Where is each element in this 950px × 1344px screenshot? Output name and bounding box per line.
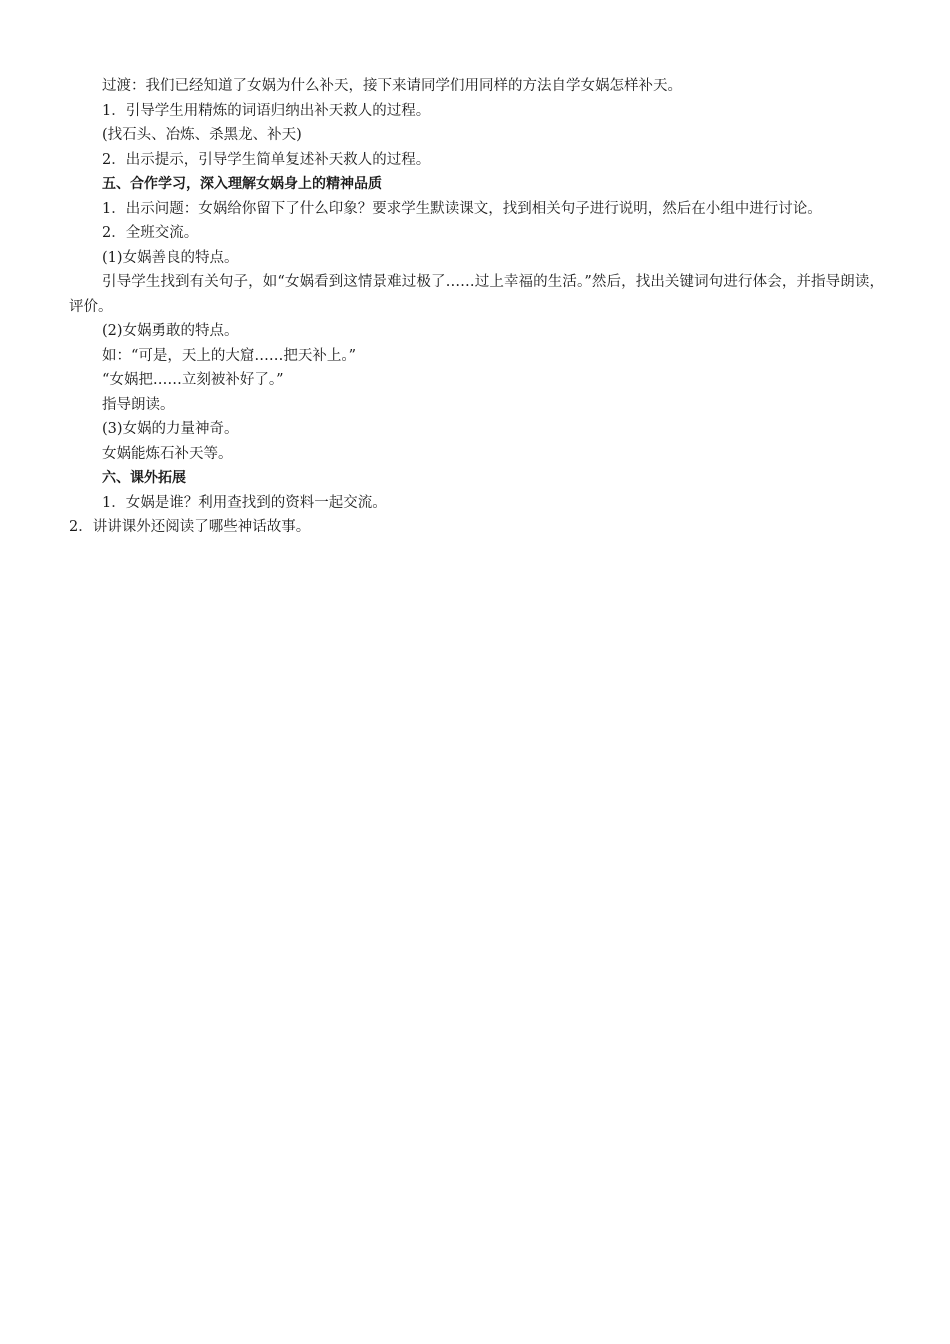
paragraph-quote-1: 如：“可是，天上的大窟……把天补上。”: [102, 347, 357, 364]
paragraph-class-exchange: 2．全班交流。: [102, 225, 199, 241]
paragraph-trait-kind: (1)女娲善良的特点。: [102, 249, 239, 266]
paragraph-power-example: 女娲能炼石补天等。: [102, 445, 233, 462]
paragraph-trait-brave: (2)女娲勇敢的特点。: [102, 323, 239, 339]
paragraph-step-1-note: (找石头、冶炼、杀黑龙、补天): [102, 127, 302, 143]
paragraph-extension-2: 2．讲讲课外还阅读了哪些神话故事。: [69, 519, 311, 535]
paragraph-trait-power: (3)女娲的力量神奇。: [102, 421, 239, 437]
section-heading-5: 五、合作学习，深入理解女娲身上的精神品质: [102, 176, 382, 192]
paragraph-step-1: 1．引导学生用精炼的词语归纳出补天救人的过程。: [102, 102, 431, 119]
paragraph-read-aloud: 指导朗读。: [102, 396, 175, 413]
paragraph-quote-2: “女娲把……立刻被补好了。”: [102, 372, 284, 388]
section-heading-6: 六、课外拓展: [102, 470, 186, 486]
paragraph-step-2: 2．出示提示，引导学生简单复述补天救人的过程。: [102, 151, 431, 168]
document-body: [69, 74, 884, 540]
paragraph-transition: 过渡：我们已经知道了女娲为什么补天，接下来请同学们用同样的方法自学女娲怎样补天。: [102, 78, 682, 94]
paragraph-extension-1: 1．女娲是谁？利用查找到的资料一起交流。: [102, 494, 387, 511]
paragraph-question: 1．出示问题：女娲给你留下了什么印象？要求学生默读课文，找到相关句子进行说明，然后在小组中进行讨论。: [102, 200, 822, 217]
paragraph-guide-sentences: 引导学生找到有关句子，如“女娲看到这情景难过极了……过上幸福的生活。”然后，找出关键词句进行体会，并指导朗读，评价。: [69, 274, 884, 315]
